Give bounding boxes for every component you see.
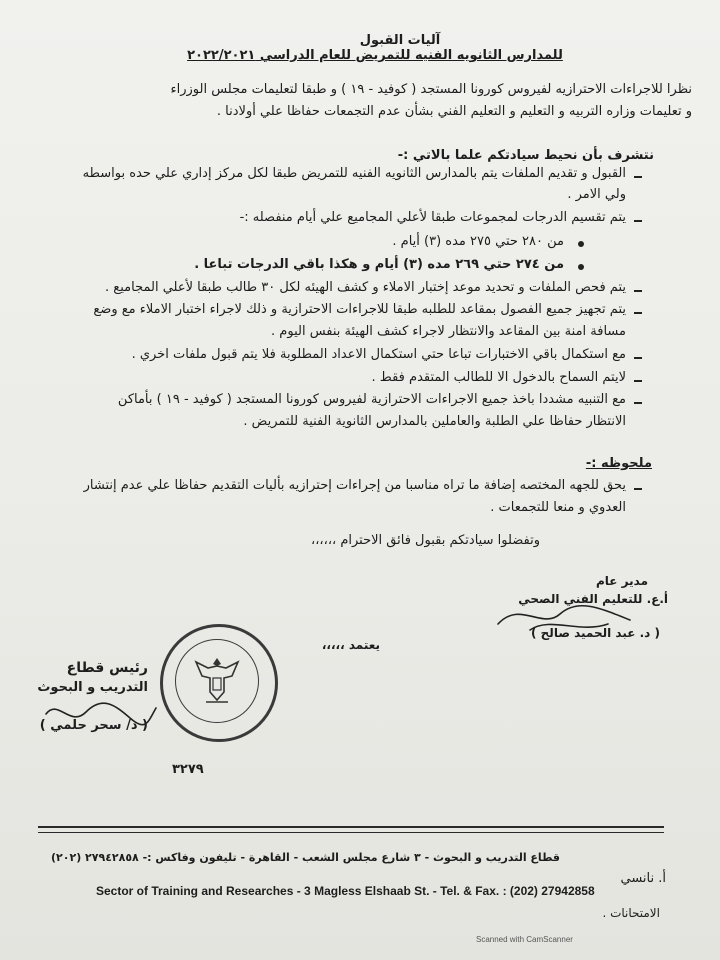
seal-inner-ring bbox=[175, 639, 259, 723]
footer-english-address: Sector of Training and Researches - 3 Magless Elshaab St. - Tel. & Fax. : (202) 27942858 bbox=[96, 884, 595, 898]
header-title: آليات القبول bbox=[359, 33, 441, 48]
director-name: ( د. عبد الحميد صالح ) bbox=[531, 626, 660, 640]
director-signature bbox=[490, 590, 640, 640]
closing-text: وتفضلوا سيادتكم بقبول فائق الاحترام ،،،،،، bbox=[311, 533, 540, 548]
intro-line-1: نظرا للاجراءات الاحترازيه لفيروس كورونا المستجد ( كوفيد - ١٩ ) و طبقا لتعليمات مجلس الوزراء bbox=[170, 82, 692, 97]
header-subtitle: للمدارس الثانويه الفنيه للتمريض للعام الدراسي ٢٠٢٢/٢٠٢١ bbox=[187, 48, 563, 63]
director-title: مدير عام bbox=[595, 574, 648, 588]
list-dash bbox=[634, 488, 642, 490]
list-item: يتم تقسيم الدرجات لمجموعات طبقا لأعلي المجاميع علي أيام منفصله :- bbox=[239, 210, 626, 225]
list-dash bbox=[634, 220, 642, 222]
footer-bottom-label: الامتحانات . bbox=[602, 906, 660, 920]
sub-item: من ٢٨٠ حتي ٢٧٥ مده (٣) أيام . bbox=[392, 234, 564, 249]
chief-sector: التدريب و البحوث bbox=[37, 680, 148, 695]
footer-copy-label: أ. نانسي bbox=[620, 871, 666, 886]
list-item-continuation: مسافة امنة بين المقاعد والانتظار لاجراء كشف الهيئة بنفس اليوم . bbox=[271, 324, 626, 339]
note-line-2: العدوي و منعا للتجمعات . bbox=[490, 500, 626, 515]
bullet-dot bbox=[578, 241, 584, 247]
list-dash bbox=[634, 357, 642, 359]
list-item-continuation: ولي الامر . bbox=[567, 187, 626, 202]
seal-number: ٣٢٧٩ bbox=[172, 762, 204, 777]
note-heading: ملحوظه :- bbox=[585, 456, 652, 471]
list-item: مع استكمال باقي الاختبارات تباعا حتي استكمال الاعداد المطلوبة فلا يتم قبول ملفات اخري . bbox=[131, 347, 626, 362]
director-department: أ.ع. للتعليم الفني الصحي bbox=[518, 592, 668, 606]
list-dash bbox=[634, 176, 642, 178]
list-item: مع التنبيه مشددا باخذ جميع الاجراءات الاحترازية لفيروس كورونا المستجد ( كوفيد - ١٩ ) بأماكن bbox=[117, 392, 626, 407]
list-item: لايتم السماح بالدخول الا للطالب المتقدم فقط . bbox=[371, 370, 626, 385]
chief-signature bbox=[40, 694, 160, 734]
footer-rule-top bbox=[38, 826, 664, 828]
notice-heading: نتشرف بأن نحيط سيادتكم علما بالاتي :- bbox=[397, 148, 654, 163]
intro-line-2: و تعليمات وزاره التربيه و التعليم و التعليم الفني بشأن عدم التجمعات حفاظا علي أولادنا . bbox=[216, 104, 692, 119]
list-item-continuation: الانتظار حفاظا علي الطلبة والعاملين بالمدارس الثانوية الفنية للتمريض . bbox=[243, 414, 626, 429]
list-dash bbox=[634, 290, 642, 292]
list-item: يتم تجهيز جميع الفصول بمقاعد للطلبه طبقا للاجراءات الاحترازية و ذلك لاجراء اختبار الاملاء مع وضع bbox=[93, 302, 626, 317]
list-dash bbox=[634, 380, 642, 382]
list-dash bbox=[634, 402, 642, 404]
scanner-watermark: Scanned with CamScanner bbox=[476, 935, 573, 944]
chief-title: رئيس قطاع bbox=[66, 660, 148, 676]
list-item: يتم فحص الملفات و تحديد موعد إختبار الاملاء و كشف الهيئه لكل ٣٠ طالب طبقا لأعلي المجاميع . bbox=[105, 280, 626, 295]
footer-rule-bottom bbox=[38, 832, 664, 833]
official-seal bbox=[160, 624, 278, 742]
approval-text: يعتمد ،،،،، bbox=[321, 638, 380, 652]
footer-arabic-address: قطاع التدريب و البحوث - ٣ شارع مجلس الشعب - القاهرة - تليفون وفاكس :- ٢٧٩٤٢٨٥٨ (٢٠٢) bbox=[51, 851, 560, 864]
bullet-dot bbox=[578, 264, 584, 270]
note-line-1: يحق للجهه المختصه إضافة ما تراه مناسبا من إجراءات إحترازيه بأليات التقديم حفاظا علي عدم إنتشار bbox=[83, 478, 626, 493]
sub-item: من ٢٧٤ حتي ٢٦٩ مده (٣) أيام و هكذا باقي الدرجات تباعا . bbox=[194, 257, 564, 272]
list-dash bbox=[634, 312, 642, 314]
list-item: القبول و تقديم الملفات يتم بالمدارس الثانويه الفنيه للتمريض طبقا لكل مركز إداري علي حده بواسطه bbox=[82, 166, 626, 181]
eagle-emblem-icon bbox=[194, 654, 240, 706]
chief-name: ( د/ سحر حلمي ) bbox=[39, 718, 148, 733]
